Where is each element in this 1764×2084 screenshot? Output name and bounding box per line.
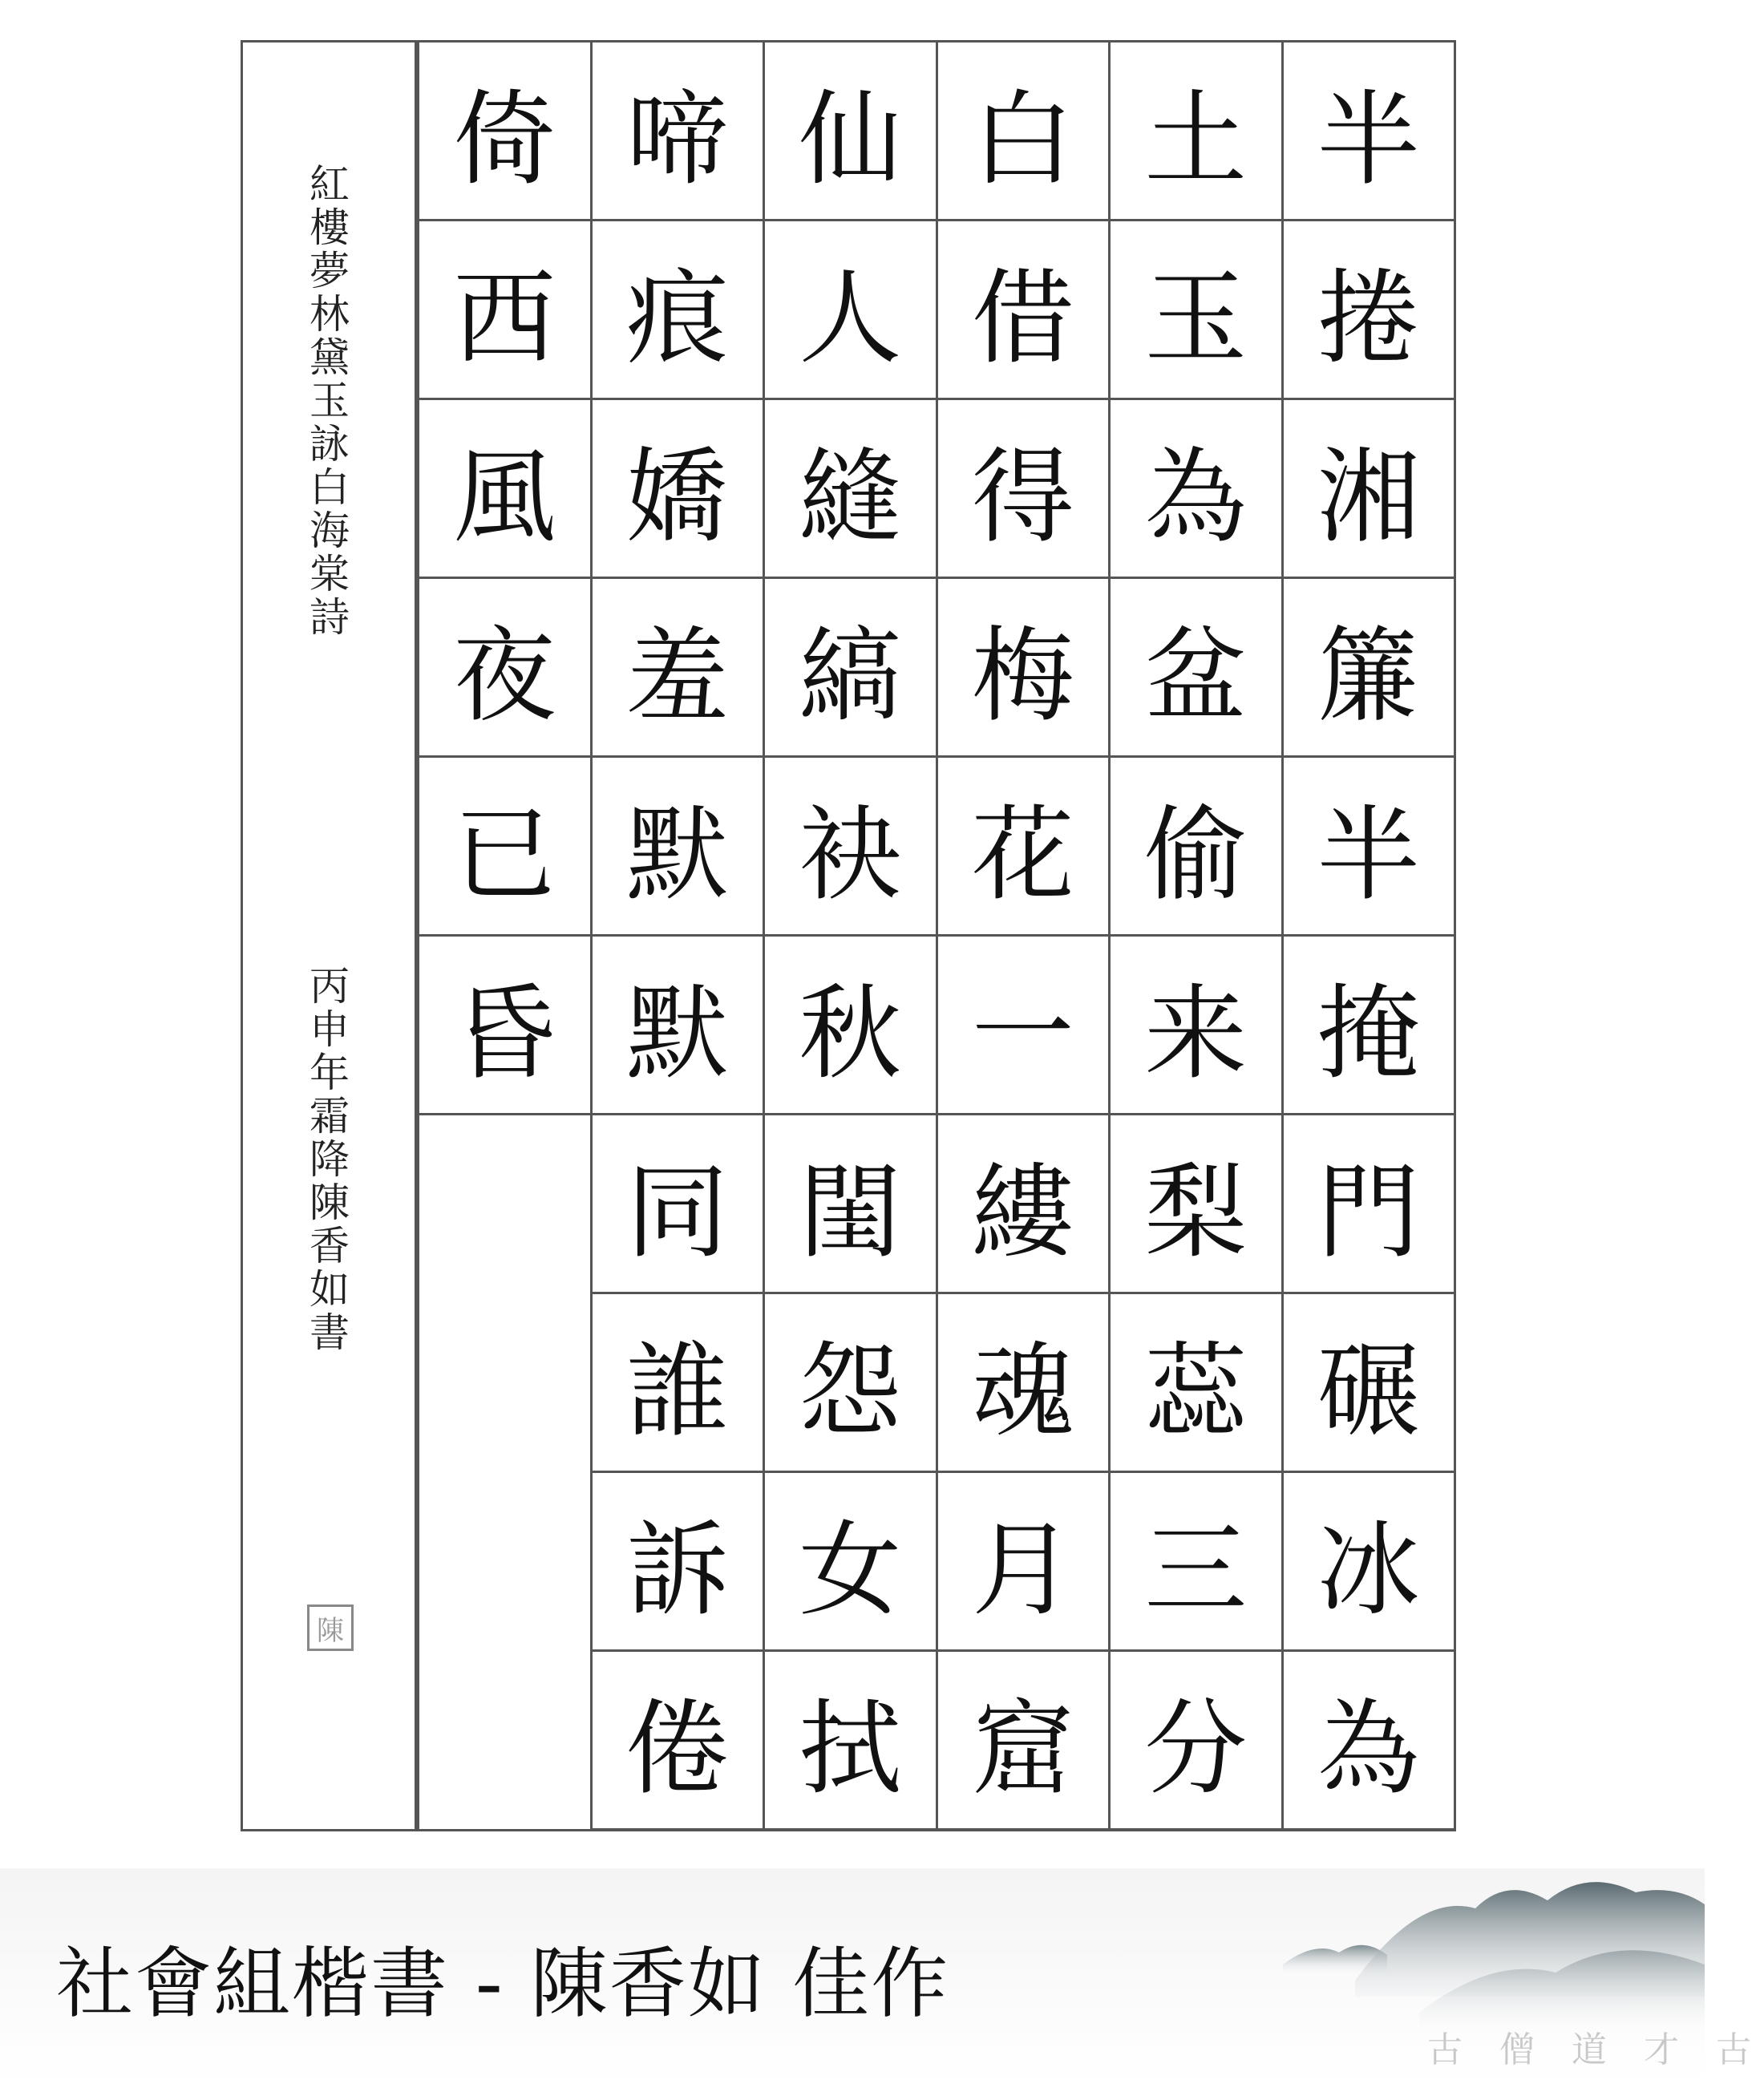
- title-char: 白: [310, 464, 350, 511]
- seal-stamp: 陳: [307, 1604, 354, 1651]
- poem-character-cell: 怨: [765, 1294, 936, 1473]
- background-text-marks: 古 僧 道 才 古: [1427, 2029, 1764, 2070]
- poem-character-cell: 簾: [1284, 579, 1454, 758]
- poem-character-cell: 嬌: [593, 400, 763, 579]
- poem-character-cell: 同: [593, 1115, 763, 1294]
- grid-column: [590, 42, 763, 1829]
- poem-character-cell: 梨: [1111, 1115, 1281, 1294]
- poem-character-cell: 羞: [593, 579, 763, 758]
- poem-character-cell: 玉: [1111, 221, 1281, 400]
- poem-character-cell: 門: [1284, 1115, 1454, 1294]
- signature-char: 丙: [310, 963, 350, 1010]
- poem-character-cell: 半: [1284, 42, 1454, 221]
- grid-column: [1281, 42, 1454, 1829]
- empty-cell: [419, 1473, 590, 1652]
- title-char: 林: [310, 291, 350, 338]
- poem-character-cell: 湘: [1284, 400, 1454, 579]
- poem-character-cell: 默: [593, 758, 763, 937]
- poem-character-cell: 已: [419, 758, 590, 937]
- poem-character-cell: 閨: [765, 1115, 936, 1294]
- poem-character-cell: 魂: [938, 1294, 1109, 1473]
- poem-character-cell: 掩: [1284, 937, 1454, 1115]
- character-grid: [417, 42, 1454, 1829]
- poem-character-cell: 風: [419, 400, 590, 579]
- poem-character-cell: 窟: [938, 1652, 1109, 1831]
- title-char: 詩: [310, 594, 350, 641]
- poem-character-cell: 月: [938, 1473, 1109, 1652]
- signature-char: 陳: [310, 1180, 350, 1226]
- caption-title: 社會組楷書 - 陳香如 佳作: [56, 1939, 950, 2029]
- poem-character-cell: 一: [938, 937, 1109, 1115]
- signature-char: 年: [310, 1050, 350, 1096]
- poem-character-cell: 人: [765, 221, 936, 400]
- poem-character-cell: 偷: [1111, 758, 1281, 937]
- poem-character-cell: 冰: [1284, 1473, 1454, 1652]
- poem-character-cell: 啼: [593, 42, 763, 221]
- poem-character-cell: 痕: [593, 221, 763, 400]
- poem-character-cell: 為: [1284, 1652, 1454, 1831]
- poem-character-cell: 来: [1111, 937, 1281, 1115]
- poem-character-cell: 誰: [593, 1294, 763, 1473]
- poem-character-cell: 拭: [765, 1652, 936, 1831]
- signature-char: 書: [310, 1309, 350, 1356]
- poem-character-cell: 借: [938, 221, 1109, 400]
- poem-character-cell: 盆: [1111, 579, 1281, 758]
- poem-character-cell: 仙: [765, 42, 936, 221]
- signature-inscription: [305, 965, 354, 1354]
- signature-char: 申: [310, 1006, 350, 1053]
- poem-character-cell: 得: [938, 400, 1109, 579]
- poem-character-cell: 袂: [765, 758, 936, 937]
- poem-character-cell: 三: [1111, 1473, 1281, 1652]
- inscription-column: [243, 42, 417, 1829]
- poem-character-cell: 白: [938, 42, 1109, 221]
- title-char: 紅: [310, 161, 350, 208]
- poem-character-cell: 碾: [1284, 1294, 1454, 1473]
- poem-character-cell: 縷: [938, 1115, 1109, 1294]
- grid-column: [1108, 42, 1281, 1829]
- poem-character-cell: 花: [938, 758, 1109, 937]
- poem-character-cell: 昏: [419, 937, 590, 1115]
- title-char: 樓: [310, 204, 350, 251]
- signature-char: 降: [310, 1136, 350, 1183]
- signature-char: 霜: [310, 1093, 350, 1139]
- poem-character-cell: 蕊: [1111, 1294, 1281, 1473]
- poem-character-cell: 縫: [765, 400, 936, 579]
- title-char: 棠: [310, 551, 350, 597]
- signature-char: 香: [310, 1223, 350, 1269]
- title-char: 玉: [310, 378, 350, 424]
- title-char: 夢: [310, 248, 350, 294]
- poem-character-cell: 訴: [593, 1473, 763, 1652]
- empty-cell: [419, 1294, 590, 1473]
- poem-title-inscription: [305, 163, 354, 639]
- poem-character-cell: 夜: [419, 579, 590, 758]
- poem-character-cell: 土: [1111, 42, 1281, 221]
- poem-character-cell: 縞: [765, 579, 936, 758]
- poem-character-cell: 為: [1111, 400, 1281, 579]
- empty-cell: [419, 1115, 590, 1294]
- title-char: 海: [310, 508, 350, 554]
- poem-character-cell: 捲: [1284, 221, 1454, 400]
- grid-column: [936, 42, 1109, 1829]
- poem-character-cell: 默: [593, 937, 763, 1115]
- empty-cell: [419, 1652, 590, 1831]
- poem-character-cell: 倚: [419, 42, 590, 221]
- title-char: 詠: [310, 421, 350, 467]
- grid-column: [763, 42, 936, 1829]
- grid-column: [417, 42, 590, 1829]
- poem-character-cell: 女: [765, 1473, 936, 1652]
- poem-character-cell: 倦: [593, 1652, 763, 1831]
- calligraphy-sheet: [241, 40, 1456, 1831]
- poem-character-cell: 分: [1111, 1652, 1281, 1831]
- signature-char: 如: [310, 1266, 350, 1313]
- poem-character-cell: 西: [419, 221, 590, 400]
- poem-character-cell: 半: [1284, 758, 1454, 937]
- title-char: 黛: [310, 334, 350, 381]
- poem-character-cell: 梅: [938, 579, 1109, 758]
- poem-character-cell: 秋: [765, 937, 936, 1115]
